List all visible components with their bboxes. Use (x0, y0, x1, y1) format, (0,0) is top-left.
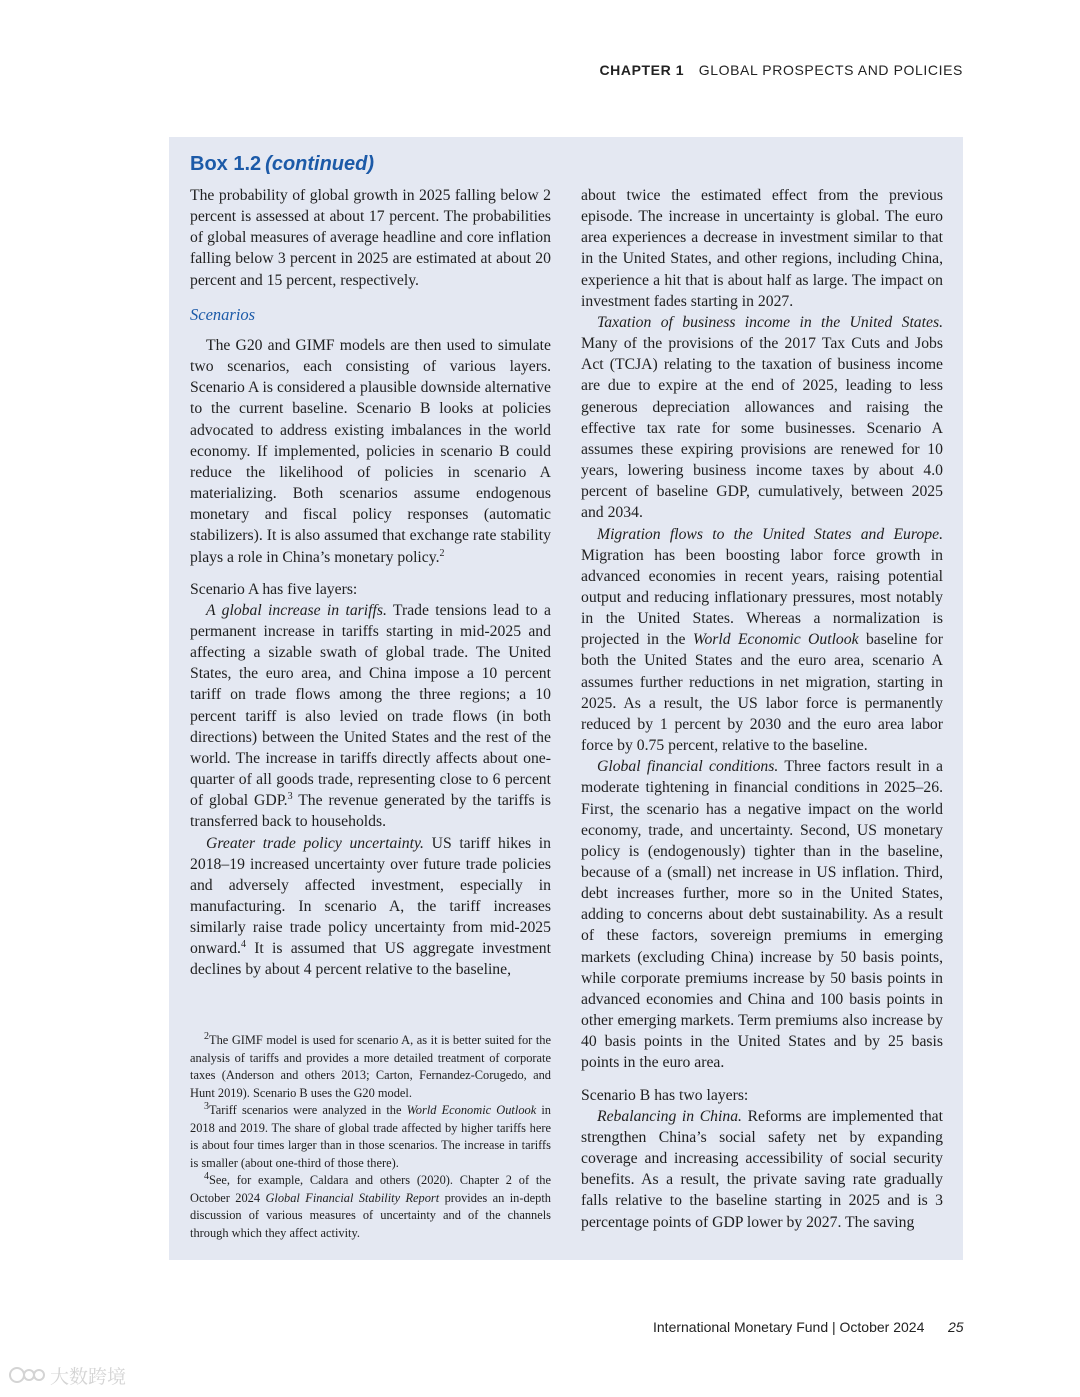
right-column (581, 185, 943, 1233)
box-number: Box 1.2 (190, 153, 262, 175)
watermark-text: 大数跨境 (50, 1365, 127, 1388)
footnote-ref[interactable]: 3 (287, 790, 293, 802)
footnote: $^2$The GIMF model is used for scenario A, as it is better suited for the analysis of tariffs and provides a more detailed treatment of corporate taxes (Anderson and others 2013; Carton, Fernandez-Corugedo, and Hunt 2019). Scenario B uses the G20 model. (190, 1030, 551, 1100)
paragraph: Rebalancing in China. Reforms are implemented that strengthen China’s social safety net by expanding coverage and increasing accessibility of social security benefits. As a result, the private saving rate gradually falls relative to the baseline starting in 2025 and is 3 percentage points of GDP lower by 2027. The saving (581, 1107, 943, 1231)
watermark-logo-icon (8, 1365, 46, 1385)
chapter-label: CHAPTER 1 (599, 62, 685, 78)
footnote-ref[interactable]: 2 (439, 547, 445, 559)
box-continued: (continued) (265, 153, 375, 175)
footnotes (190, 1032, 551, 1242)
scenarios-heading: Scenarios (190, 304, 256, 324)
chapter-title: GLOBAL PROSPECTS AND POLICIES (698, 62, 963, 78)
box-panel (169, 137, 963, 1260)
running-head (599, 62, 963, 78)
paragraph: Scenario A has five layers: (190, 580, 358, 598)
paragraph: A global increase in tariffs. Trade tensions lead to a permanent increase in tariffs starting in mid-2025 and affecting a sizable swath of global trade. The United States, the euro area, and China impose a 10 percent tariff on trade flows among the three regions; a 10 percent tariff is also levied on trade flows (in both directions) between the United States and the rest of the world. The increase in tariffs directly affects about one-quarter of all goods trade, representing close to 6 percent of global GDP.$^3$ The revenue generated by the tariffs is transferred back to households. (190, 601, 551, 831)
paragraph: Global financial conditions. Three factors result in a moderate tightening in financial conditions in 2025–26. First, the scenario has a negative impact on the world economy, trade, and uncertainty. Second, US monetary policy is (endogenously) tighter than in the baseline, because of a (small) net increase in US inflation. Third, debt increases further, more so in the United States, adding to concerns about debt sustainability. As a result of these factors, sovereign premiums in emerging markets (excluding China) increase by 50 basis points, while corporate premiums increase by 50 basis points in advanced economies and China and 100 basis points in other emerging markets. Term premiums also increase by 40 basis points in the United States and by 25 basis points in the euro area. (581, 758, 943, 1072)
footnote: $^4$See, for example, Caldara and others (2020). Chapter 2 of the October 2024 Global Financial Stability Report provides an in-depth discussion of various measures of uncertainty and of the channels through which they affect activity. (190, 1170, 551, 1240)
left-column (190, 185, 551, 981)
paragraph: Scenario B has two layers: (581, 1086, 749, 1104)
page-footer: International Monetary Fund | October 2024 (653, 1319, 925, 1335)
paragraph: Taxation of business income in the United States. Many of the provisions of the 2017 Tax Cuts and Jobs Act (TCJA) relating to the taxation of business income are due to expire at the end of 2025, leading to less generous depreciation allowances and raising the effective tax rate for some businesses. Scenario A assumes these expiring provisions are renewed for 10 years, lowering business income taxes by about 4.0 percent of baseline GDP, cumulatively, between 2025 and 2034. (581, 313, 943, 522)
page-number: 25 (948, 1319, 964, 1335)
paragraph: Greater trade policy uncertainty. US tariff hikes in 2018–19 increased uncertainty over future trade policies and adversely affected investment, especially in manufacturing. In scenario A, the tariff increases similarly raise trade policy uncertainty from mid-2025 onward.$^4$ It is assumed that US aggregate investment declines by about 4 percent relative to the baseline, (190, 834, 551, 979)
footnote-ref[interactable]: 4 (240, 939, 246, 951)
paragraph: Migration flows to the United States and Europe. Migration has been boosting labor force growth in advanced economies in recent years, raising potential output and reducing inflationary pressures, most notably in the United States. Whereas a normalization is projected in the World Economic Outlook baseline for both the United States and the euro area, scenario A assumes further reductions in net migration, starting in 2025. As a result, the US labor force is permanently reduced by 1 percent by 2030 and the euro area labor force by 0.75 percent, relative to the baseline. (581, 525, 943, 755)
footnote: $^3$Tariff scenarios were analyzed in the World Economic Outlook in 2018 and 2019. The share of global trade affected by higher tariffs here is about four times larger than in those scenarios. The increase in tariffs is smaller (about one-third of those there). (190, 1100, 551, 1170)
box-title (190, 153, 374, 176)
watermark (8, 1362, 144, 1388)
paragraph: about twice the estimated effect from the previous episode. The increase in uncertainty is global. The euro area experiences a decrease in investment similar to that in the United States, and other regions, including China, experience a hit that is about half as large. The impact on investment fades starting in 2027. (581, 187, 943, 310)
paragraph: The G20 and GIMF models are then used to simulate two scenarios, each consisting of various layers. Scenario A is considered a plausible downside alternative to the current baseline. Scenario B looks at policies advocated to address existing imbalances in the world economy. If implemented, policies in scenario B could reduce the likelihood of policies in scenario A materializing. Both scenarios assume endogenous monetary and fiscal policy responses (automatic stabilizers). It is also assumed that exchange rate stability plays a role in China’s monetary policy.$^2$ (190, 336, 551, 566)
paragraph: The probability of global growth in 2025 falling below 2 percent is assessed at about 17 percent. The probabilities of global measures of average headline and core inflation falling below 3 percent in 2025 are estimated at about 20 percent and 15 percent, respectively. (190, 187, 551, 289)
